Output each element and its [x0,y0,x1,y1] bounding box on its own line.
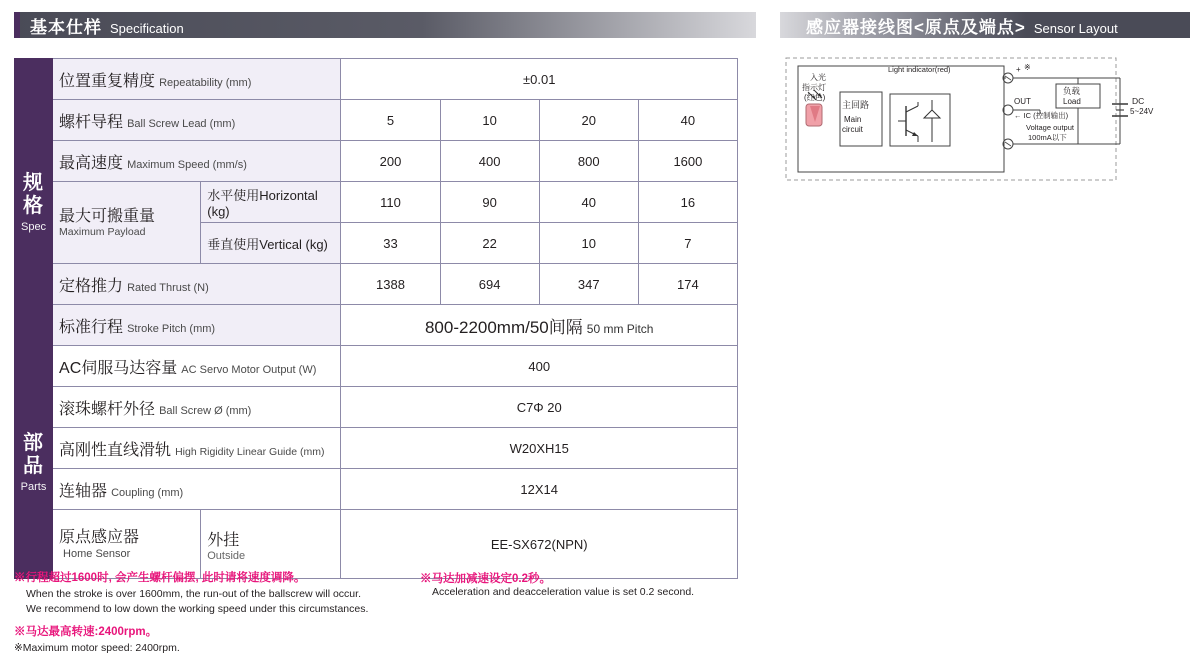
table-row [15,387,738,428]
value-horizontal-2: 90 [440,182,539,223]
row-label-ball-screw-lead-cn: 螺杆导程 [59,113,124,131]
value-lead-1: 5 [341,100,440,141]
row-sublabel-horizontal-en: Horizontal (kg) [207,188,318,219]
value-home-sensor: EE-SX672(NPN) [341,510,738,579]
sensor-header-title-en: Sensor Layout [1033,20,1118,36]
row-label-home-sensor-en: Home Sensor [63,547,131,560]
table-row [15,59,738,100]
row-label-ball-screw-diameter [53,387,341,428]
row-label-repeatability-cn: 位置重复精度 [59,72,156,90]
footnote-2-en: ※Maximum motor speed: 2400rpm. [14,641,180,654]
footnotes-right [420,570,780,598]
value-horizontal-4: 16 [638,182,737,223]
row-sublabel-vertical [201,223,341,264]
value-vertical-1: 33 [341,223,440,264]
value-stroke-pitch-main: 800-2200mm/50间隔 [424,317,583,337]
label-light-indicator-cn3: (红色) [804,93,826,102]
label-load-cn: 负载 [1063,86,1081,96]
value-lead-2: 10 [440,100,539,141]
label-voltage-output-cn: 100mA以下 [1028,133,1067,142]
table-row [15,510,738,579]
row-label-repeatability [53,59,341,100]
sensor-header-title-cn: 感应器接线图<原点及端点> [806,17,1026,37]
specification-table [14,58,738,579]
table-row [15,305,738,346]
group-label-parts-cn: 部品 [23,431,45,477]
label-asterisk-mark: ※ [1024,63,1031,72]
footnote-1-cn: ※行程超过1600时, 会产生螺杆偏摆, 此时请将速度调降。 [14,572,306,584]
value-lead-3: 20 [539,100,638,141]
row-sublabel-vertical-en: Vertical (kg) [259,236,328,252]
value-ball-screw-diameter: C7Φ 20 [341,387,738,428]
row-label-ball-screw-diameter-cn: 滚珠螺杆外径 [59,400,156,418]
row-label-max-speed-cn: 最高速度 [59,154,124,172]
row-sublabel-outside [201,510,341,579]
sensor-circuit-frame [798,66,1004,172]
label-load-en: Load [1063,97,1081,106]
value-vertical-4: 7 [638,223,737,264]
value-speed-4: 1600 [638,141,737,182]
value-lead-4: 40 [638,100,737,141]
row-label-rated-thrust [53,264,341,305]
row-label-home-sensor [53,510,201,579]
sensor-diagram-svg [780,52,1180,197]
row-sublabel-vertical-cn: 垂直使用 [207,236,260,252]
row-sublabel-horizontal [201,182,341,223]
value-speed-3: 800 [539,141,638,182]
value-vertical-3: 10 [539,223,638,264]
table-row [15,469,738,510]
row-label-ball-screw-diameter-en: Ball Screw Ø (mm) [159,404,252,417]
row-sublabel-outside-cn: 外挂 [207,531,240,549]
label-main-circuit-cn: 主回路 [842,100,870,110]
label-light-indicator-en: Light indicator(red) [888,65,951,74]
row-label-coupling [53,469,341,510]
row-label-linear-guide-en: High Rigidity Linear Guide (mm) [175,445,325,458]
row-label-stroke-pitch-en: Stroke Pitch (mm) [127,322,216,335]
label-out: OUT [1014,97,1031,106]
row-label-max-speed [53,141,341,182]
label-voltage-output-en: Voltage output [1026,123,1074,132]
spec-header-title-en: Specification [110,20,184,36]
value-thrust-4: 174 [638,264,737,305]
table-row [15,141,738,182]
value-thrust-2: 694 [440,264,539,305]
row-label-linear-guide-cn: 高刚性直线滑轨 [59,441,172,459]
footnote-3-cn: ※马达加减速设定0.2秒。 [420,573,551,585]
value-stroke-pitch [341,305,738,346]
group-label-parts-en: Parts [20,480,47,493]
row-label-linear-guide [53,428,341,469]
table-row [15,100,738,141]
label-ic-control-output: ← IC (控制输出) [1014,111,1069,120]
value-vertical-2: 22 [440,223,539,264]
label-light-indicator-cn2: 指示灯 [802,83,826,92]
value-speed-2: 400 [440,141,539,182]
value-repeatability: ±0.01 [341,59,738,100]
group-label-spec [15,59,53,346]
row-label-rated-thrust-cn: 定格推力 [59,277,124,295]
row-label-coupling-cn: 连轴器 [59,482,108,500]
transistor-symbol-icon [898,100,940,142]
row-sublabel-outside-en: Outside [207,549,246,562]
value-horizontal-1: 110 [341,182,440,223]
value-coupling: 12X14 [341,469,738,510]
row-label-coupling-en: Coupling (mm) [111,486,184,499]
spec-section-header [14,12,756,38]
row-label-ac-servo-output-cn: AC伺服马达容量 [59,359,178,377]
row-label-home-sensor-cn: 原点感应器 [59,529,140,547]
footnote-2-cn: ※马达最高转速:2400rpm。 [14,626,158,639]
label-main-circuit-en2: circuit [842,125,863,134]
footnote-1-en-line2: We recommend to low down the working speed under this circumstances. [26,602,369,615]
row-label-ball-screw-lead-en: Ball Screw Lead (mm) [127,117,236,130]
table-row [15,346,738,387]
label-dc-range: 5~24V [1130,107,1154,116]
row-sublabel-horizontal-cn: 水平使用 [207,188,260,203]
spec-header-accent-bar [14,12,20,38]
label-light-indicator-cn1: 入光 [810,73,826,82]
value-ac-servo-output: 400 [341,346,738,387]
value-thrust-3: 347 [539,264,638,305]
output-transistor-block [890,94,950,146]
value-horizontal-3: 40 [539,182,638,223]
row-label-ac-servo-output-en: AC Servo Motor Output (W) [181,363,317,376]
table-row [15,182,738,223]
group-label-spec-cn: 规格 [23,171,45,217]
label-dc: DC [1132,96,1145,106]
table-row [15,264,738,305]
spec-header-title-cn: 基本仕样 [30,17,102,37]
sensor-section-header [780,12,1190,38]
row-label-rated-thrust-en: Rated Thrust (N) [127,281,209,294]
table-row [15,428,738,469]
value-thrust-1: 1388 [341,264,440,305]
value-stroke-pitch-note: 50 mm Pitch [586,321,654,336]
row-label-ball-screw-lead [53,100,341,141]
row-label-max-payload-en: Maximum Payload [59,226,146,239]
row-label-max-payload-cn: 最大可搬重量 [59,207,156,225]
label-terminal-plus: + [1016,65,1021,74]
group-label-spec-en: Spec [20,220,47,233]
sensor-layout-diagram [780,52,1180,192]
row-label-stroke-pitch-cn: 标准行程 [59,318,124,336]
group-label-parts [15,346,53,579]
footnote-3-en: Acceleration and deacceleration value is set 0.2 second. [432,586,695,598]
row-label-ac-servo-output [53,346,341,387]
row-label-max-payload [53,182,201,264]
row-label-stroke-pitch [53,305,341,346]
footnote-1-en-line1: When the stroke is over 1600mm, the run-out of the ballscrew will occur. [26,587,361,600]
value-speed-1: 200 [341,141,440,182]
label-main-circuit-en1: Main [844,115,862,124]
row-label-max-speed-en: Maximum Speed (mm/s) [127,158,247,171]
value-linear-guide: W20XH15 [341,428,738,469]
row-label-repeatability-en: Repeatability (mm) [159,76,252,89]
